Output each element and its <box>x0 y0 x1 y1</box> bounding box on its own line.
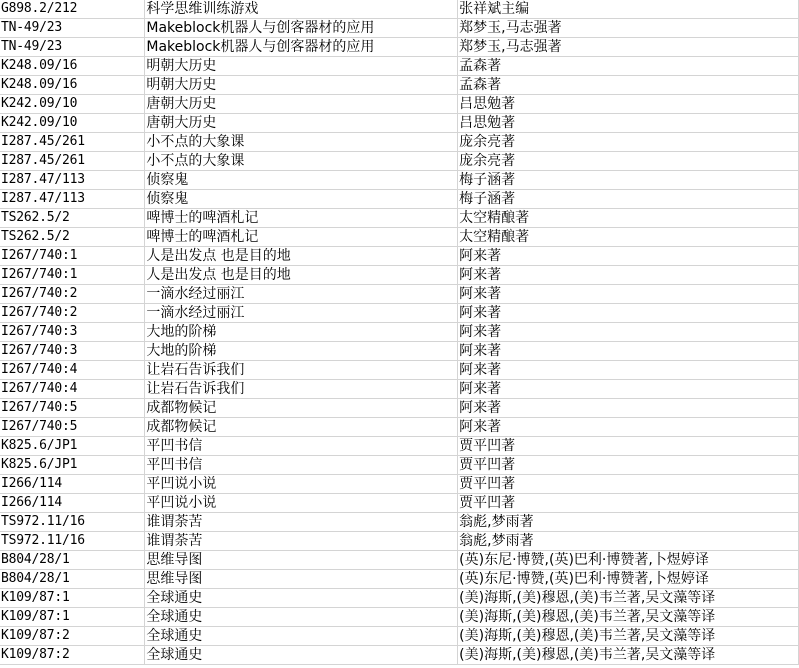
call-number-cell[interactable]: TS972.11/16 <box>0 532 145 551</box>
table-row <box>0 171 799 190</box>
call-number-cell[interactable]: TN-49/23 <box>0 38 145 57</box>
title-cell[interactable]: 明朝大历史 <box>145 57 458 76</box>
table-row <box>0 266 799 285</box>
author-cell[interactable]: (美)海斯,(美)穆恩,(美)韦兰著,吴文藻等译 <box>458 589 799 608</box>
title-cell[interactable]: 明朝大历史 <box>145 76 458 95</box>
call-number-cell[interactable]: K248.09/16 <box>0 57 145 76</box>
author-cell[interactable]: 太空精酿著 <box>458 228 799 247</box>
author-cell[interactable]: (美)海斯,(美)穆恩,(美)韦兰著,吴文藻等译 <box>458 608 799 627</box>
title-cell[interactable]: 思维导图 <box>145 570 458 589</box>
call-number-cell[interactable]: B804/28/1 <box>0 570 145 589</box>
title-cell[interactable]: 科学思维训练游戏 <box>145 0 458 19</box>
table-row <box>0 38 799 57</box>
call-number-cell[interactable]: I267/740:3 <box>0 323 145 342</box>
table-row <box>0 361 799 380</box>
call-number-cell[interactable]: K109/87:2 <box>0 646 145 665</box>
table-row <box>0 589 799 608</box>
call-number-cell[interactable]: I267/740:3 <box>0 342 145 361</box>
title-cell[interactable]: 大地的阶梯 <box>145 342 458 361</box>
call-number-cell[interactable]: B804/28/1 <box>0 551 145 570</box>
title-cell[interactable]: 平凹书信 <box>145 456 458 475</box>
call-number-cell[interactable]: I267/740:1 <box>0 247 145 266</box>
title-cell[interactable]: 唐朝大历史 <box>145 95 458 114</box>
title-cell[interactable]: 思维导图 <box>145 551 458 570</box>
table-row <box>0 627 799 646</box>
table-row <box>0 342 799 361</box>
author-cell[interactable]: 阿来著 <box>458 361 799 380</box>
call-number-cell[interactable]: I267/740:4 <box>0 380 145 399</box>
title-cell[interactable]: 平凹说小说 <box>145 475 458 494</box>
title-cell[interactable]: 侦察鬼 <box>145 171 458 190</box>
call-number-cell[interactable]: I287.47/113 <box>0 190 145 209</box>
call-number-cell[interactable]: I267/740:4 <box>0 361 145 380</box>
title-cell[interactable]: 啤博士的啤酒札记 <box>145 209 458 228</box>
table-row <box>0 285 799 304</box>
author-cell[interactable]: (英)东尼·博赞,(英)巴利·博赞著,卜煜婷译 <box>458 551 799 570</box>
author-cell[interactable]: 阿来著 <box>458 247 799 266</box>
author-cell[interactable]: (美)海斯,(美)穆恩,(美)韦兰著,吴文藻等译 <box>458 646 799 665</box>
call-number-cell[interactable]: K109/87:1 <box>0 589 145 608</box>
title-cell[interactable]: 让岩石告诉我们 <box>145 361 458 380</box>
title-cell[interactable]: 人是出发点 也是目的地 <box>145 266 458 285</box>
title-cell[interactable]: 全球通史 <box>145 646 458 665</box>
title-cell[interactable]: 大地的阶梯 <box>145 323 458 342</box>
table-row <box>0 114 799 133</box>
table-row <box>0 304 799 323</box>
title-cell[interactable]: 平凹书信 <box>145 437 458 456</box>
table-row <box>0 399 799 418</box>
title-cell[interactable]: 小不点的大象课 <box>145 133 458 152</box>
call-number-cell[interactable]: I267/740:5 <box>0 418 145 437</box>
table-row <box>0 532 799 551</box>
author-cell[interactable]: 翁彪,梦雨著 <box>458 513 799 532</box>
author-cell[interactable]: 梅子涵著 <box>458 190 799 209</box>
call-number-cell[interactable]: TS972.11/16 <box>0 513 145 532</box>
author-cell[interactable]: 吕思勉著 <box>458 95 799 114</box>
call-number-cell[interactable]: K242.09/10 <box>0 114 145 133</box>
title-cell[interactable]: 成都物候记 <box>145 418 458 437</box>
author-cell[interactable]: 阿来著 <box>458 418 799 437</box>
author-cell[interactable]: 孟森著 <box>458 76 799 95</box>
table-row <box>0 475 799 494</box>
author-cell[interactable]: 贾平凹著 <box>458 456 799 475</box>
table-row <box>0 76 799 95</box>
table-row <box>0 437 799 456</box>
author-cell[interactable]: (英)东尼·博赞,(英)巴利·博赞著,卜煜婷译 <box>458 570 799 589</box>
call-number-cell[interactable]: TS262.5/2 <box>0 209 145 228</box>
author-cell[interactable]: 郑梦玉,马志强著 <box>458 38 799 57</box>
author-cell[interactable]: 阿来著 <box>458 342 799 361</box>
author-cell[interactable]: 贾平凹著 <box>458 475 799 494</box>
author-cell[interactable]: (美)海斯,(美)穆恩,(美)韦兰著,吴文藻等译 <box>458 627 799 646</box>
table-row <box>0 456 799 475</box>
table-row <box>0 247 799 266</box>
author-cell[interactable]: 张祥斌主编 <box>458 0 799 19</box>
table-row <box>0 646 799 665</box>
title-cell[interactable]: 人是出发点 也是目的地 <box>145 247 458 266</box>
author-cell[interactable]: 梅子涵著 <box>458 171 799 190</box>
table-row <box>0 0 799 19</box>
table-row <box>0 570 799 589</box>
call-number-cell[interactable]: K825.6/JP1 <box>0 456 145 475</box>
call-number-cell[interactable]: I266/114 <box>0 475 145 494</box>
title-cell[interactable]: 全球通史 <box>145 608 458 627</box>
call-number-cell[interactable]: TS262.5/2 <box>0 228 145 247</box>
title-cell[interactable]: 侦察鬼 <box>145 190 458 209</box>
author-cell[interactable]: 阿来著 <box>458 304 799 323</box>
title-cell[interactable]: 平凹说小说 <box>145 494 458 513</box>
call-number-cell[interactable]: I287.45/261 <box>0 152 145 171</box>
author-cell[interactable]: 庞余亮著 <box>458 152 799 171</box>
call-number-cell[interactable]: I267/740:2 <box>0 304 145 323</box>
table-row <box>0 608 799 627</box>
title-cell[interactable]: Makeblock机器人与创客器材的应用 <box>145 19 458 38</box>
call-number-cell[interactable]: TN-49/23 <box>0 19 145 38</box>
author-cell[interactable]: 阿来著 <box>458 323 799 342</box>
title-cell[interactable]: 全球通史 <box>145 627 458 646</box>
title-cell[interactable]: 谁谓荼苦 <box>145 532 458 551</box>
table-row <box>0 133 799 152</box>
author-cell[interactable]: 阿来著 <box>458 399 799 418</box>
table-row <box>0 209 799 228</box>
call-number-cell[interactable]: K248.09/16 <box>0 76 145 95</box>
table-row <box>0 19 799 38</box>
title-cell[interactable]: 一滴水经过丽江 <box>145 285 458 304</box>
author-cell[interactable]: 阿来著 <box>458 266 799 285</box>
call-number-cell[interactable]: I267/740:1 <box>0 266 145 285</box>
author-cell[interactable]: 郑梦玉,马志强著 <box>458 19 799 38</box>
title-cell[interactable]: 小不点的大象课 <box>145 152 458 171</box>
title-cell[interactable]: 谁谓荼苦 <box>145 513 458 532</box>
author-cell[interactable]: 翁彪,梦雨著 <box>458 532 799 551</box>
table-row <box>0 551 799 570</box>
table-row <box>0 95 799 114</box>
call-number-cell[interactable]: K825.6/JP1 <box>0 437 145 456</box>
title-cell[interactable]: 啤博士的啤酒札记 <box>145 228 458 247</box>
table-row <box>0 513 799 532</box>
table-row <box>0 418 799 437</box>
table-row <box>0 494 799 513</box>
title-cell[interactable]: 全球通史 <box>145 589 458 608</box>
author-cell[interactable]: 阿来著 <box>458 380 799 399</box>
author-cell[interactable]: 庞余亮著 <box>458 133 799 152</box>
call-number-cell[interactable]: K242.09/10 <box>0 95 145 114</box>
author-cell[interactable]: 贾平凹著 <box>458 437 799 456</box>
table-row <box>0 152 799 171</box>
author-cell[interactable]: 阿来著 <box>458 285 799 304</box>
title-cell[interactable]: 让岩石告诉我们 <box>145 380 458 399</box>
table-row <box>0 380 799 399</box>
author-cell[interactable]: 太空精酿著 <box>458 209 799 228</box>
title-cell[interactable]: 唐朝大历史 <box>145 114 458 133</box>
title-cell[interactable]: 成都物候记 <box>145 399 458 418</box>
call-number-cell[interactable]: I267/740:5 <box>0 399 145 418</box>
table-row <box>0 57 799 76</box>
title-cell[interactable]: 一滴水经过丽江 <box>145 304 458 323</box>
call-number-cell[interactable]: G898.2/212 <box>0 0 145 19</box>
table-row <box>0 228 799 247</box>
author-cell[interactable]: 吕思勉著 <box>458 114 799 133</box>
title-cell[interactable]: Makeblock机器人与创客器材的应用 <box>145 38 458 57</box>
author-cell[interactable]: 孟森著 <box>458 57 799 76</box>
call-number-cell[interactable]: K109/87:1 <box>0 608 145 627</box>
call-number-cell[interactable]: I287.47/113 <box>0 171 145 190</box>
author-cell[interactable]: 贾平凹著 <box>458 494 799 513</box>
table-row <box>0 190 799 209</box>
call-number-cell[interactable]: I267/740:2 <box>0 285 145 304</box>
call-number-cell[interactable]: I287.45/261 <box>0 133 145 152</box>
table-row <box>0 323 799 342</box>
call-number-cell[interactable]: I266/114 <box>0 494 145 513</box>
call-number-cell[interactable]: K109/87:2 <box>0 627 145 646</box>
